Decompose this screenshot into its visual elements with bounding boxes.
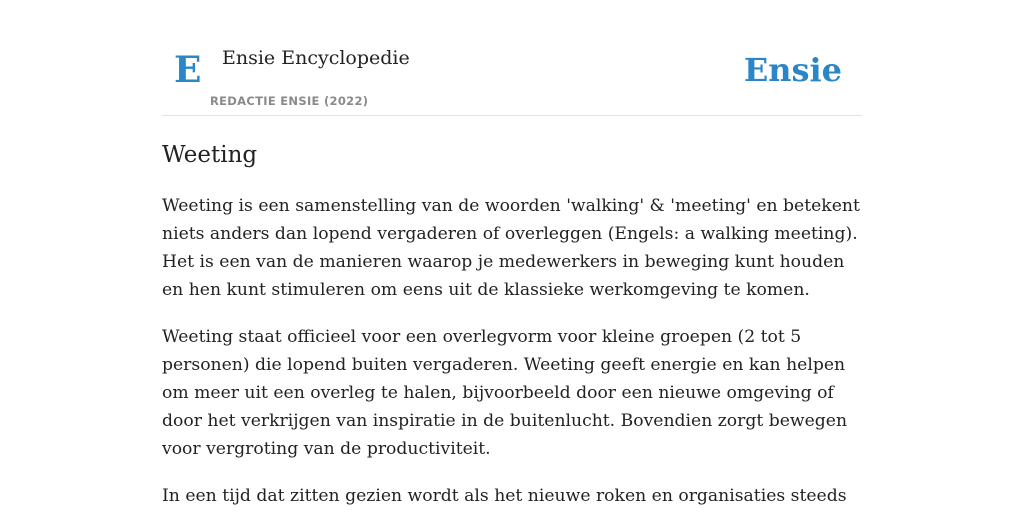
source-header [162, 0, 862, 116]
article-body [162, 192, 862, 529]
source-title[interactable]: Ensie Encyclopedie [222, 47, 410, 69]
paragraph: Weeting staat officieel voor een overlegvorm voor kleine groepen (2 tot 5 personen) die lopend buiten vergaderen. Weeting geeft energie en kan helpen om meer uit een overleg te halen, bijvoorbeeld door een nieuwe omgeving of door het verkrijgen van inspiratie in de buitenlucht. Bovendien zorgt bewegen voor vergroting van de productiviteit. [162, 327, 848, 459]
ensie-logo-mark[interactable]: E [174, 49, 202, 91]
article-title: Weeting [162, 142, 258, 168]
paragraph: In een tijd dat zitten gezien wordt als het nieuwe roken en organisaties steeds [162, 486, 847, 506]
ensie-brand-logo[interactable]: Ensie [743, 51, 842, 89]
document-page [162, 0, 862, 506]
paragraph: Weeting is een samenstelling van de woorden 'walking' & 'meeting' en betekent niets anders dan lopend vergaderen of overleggen (Engels: a walking meeting). Het is een van de manieren waarop je medewerkers in beweging kunt houden en hen kunt stimuleren om eens uit de klassieke werkomgeving te komen. [162, 196, 860, 300]
author-line: REDACTIE ENSIE (2022) [210, 94, 369, 108]
